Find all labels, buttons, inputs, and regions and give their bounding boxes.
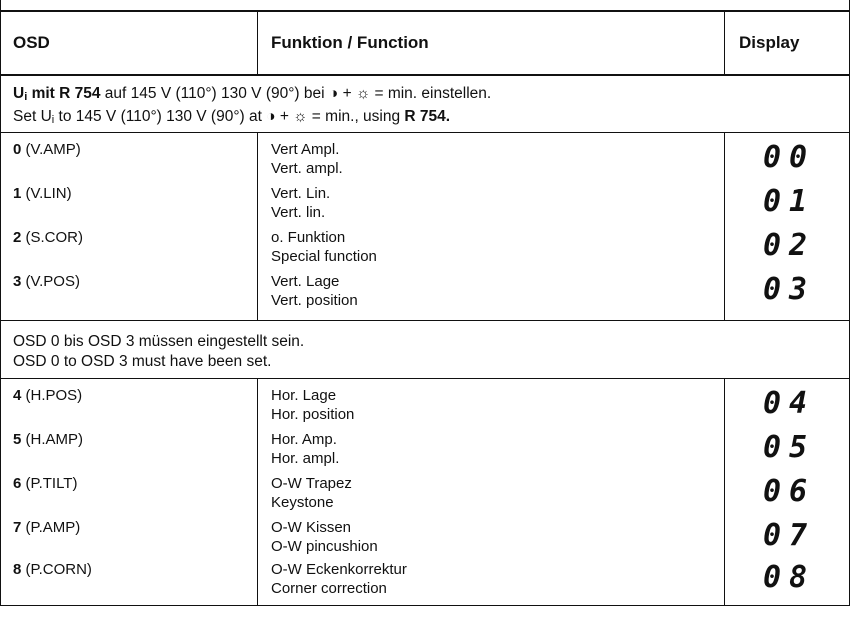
brightness-icon: ☼ <box>355 85 371 102</box>
display-readout: 01 <box>762 184 816 219</box>
display-readout: 07 <box>762 518 816 553</box>
function-text: O-W Kissen O-W pincushion <box>271 519 378 555</box>
osd-code: 7 (P.AMP) <box>13 519 81 536</box>
header-display: Display <box>739 33 800 52</box>
display-readout: 04 <box>762 386 816 421</box>
function-text: Hor. Amp. Hor. ampl. <box>271 431 340 467</box>
osd-code: 5 (H.AMP) <box>13 431 84 448</box>
note-prerequisite-de: OSD 0 bis OSD 3 müssen eingestellt sein. <box>13 333 305 350</box>
osd-code: 6 (P.TILT) <box>13 475 78 492</box>
contrast-icon: ◑ <box>328 85 339 102</box>
note1-rule <box>1 132 849 133</box>
table-row <box>1 558 849 618</box>
col-divider <box>257 12 258 74</box>
col-divider <box>257 379 258 605</box>
note-prerequisite <box>13 332 304 372</box>
function-text: O-W Eckenkorrektur Corner correction <box>271 561 407 597</box>
group1-rule <box>1 320 849 321</box>
display-readout: 05 <box>762 430 816 465</box>
osd-code: 8 (P.CORN) <box>13 561 92 578</box>
osd-code: 2 (S.COR) <box>13 229 84 246</box>
function-text: Vert Ampl. Vert. ampl. <box>271 141 343 177</box>
header-osd: OSD <box>13 33 50 52</box>
display-readout: 00 <box>762 140 816 175</box>
osd-code: 0 (V.AMP) <box>13 141 81 158</box>
contrast-icon: ◑ <box>266 108 276 125</box>
function-text: Hor. Lage Hor. position <box>271 387 355 423</box>
osd-code: 4 (H.POS) <box>13 387 83 404</box>
col-divider <box>724 133 725 320</box>
note2-rule <box>1 378 849 379</box>
function-text: o. Funktion Special function <box>271 229 377 265</box>
table-row <box>1 270 849 330</box>
display-readout: 02 <box>762 228 816 263</box>
function-text: O-W Trapez Keystone <box>271 475 352 511</box>
display-readout: 08 <box>762 560 816 595</box>
brightness-icon: ☼ <box>293 108 308 125</box>
header-rule <box>1 74 849 76</box>
osd-code: 1 (V.LIN) <box>13 185 72 202</box>
display-readout: 06 <box>762 474 816 509</box>
col-divider <box>724 12 725 74</box>
function-text: Vert. Lage Vert. position <box>271 273 358 309</box>
header-function: Funktion / Function <box>271 33 429 52</box>
display-readout: 03 <box>762 272 816 307</box>
osd-code: 3 (V.POS) <box>13 273 80 290</box>
note-voltage-en: Set Ui to 145 V (110°) 130 V (90°) at ◑ + ☼ = min., using R 754. <box>13 108 451 126</box>
note-voltage-de: Ui mit R 754 auf 145 V (110°) 130 V (90°) bei ◑ + ☼ = min. einstellen. <box>13 85 492 103</box>
function-text: Vert. Lin. Vert. lin. <box>271 185 331 221</box>
note-voltage <box>13 84 491 130</box>
col-divider <box>257 133 258 320</box>
col-divider <box>724 379 725 605</box>
note-prerequisite-en: OSD 0 to OSD 3 must have been set. <box>13 353 272 370</box>
